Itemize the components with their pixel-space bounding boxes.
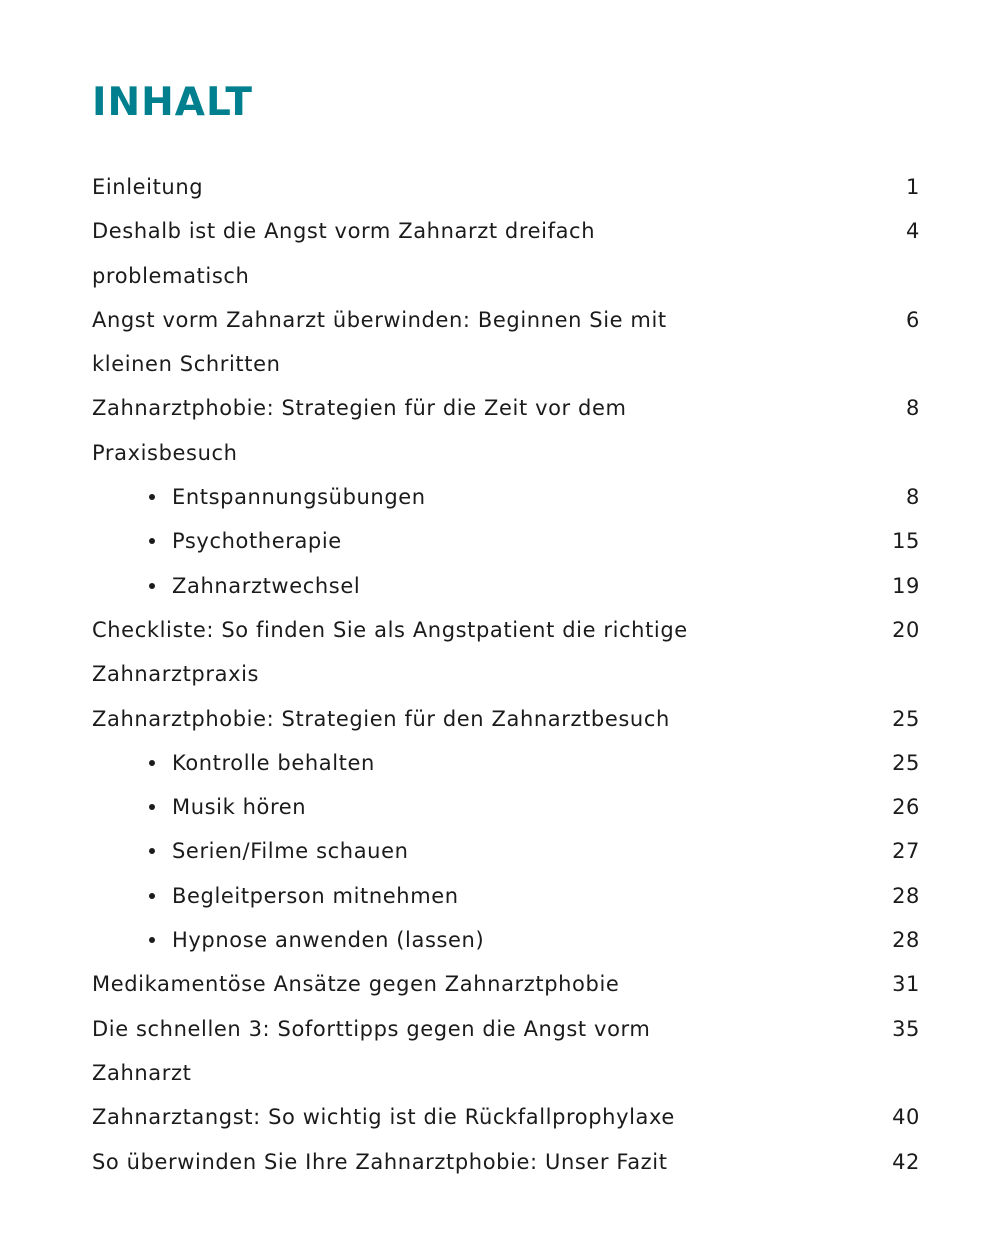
toc-entry-label [92,1140,752,1184]
toc-page-number: 25 [892,706,920,731]
toc-page-number: 1 [906,175,920,199]
toc-entry [92,1095,920,1139]
toc-page-number: 6 [906,307,920,332]
toc-entry-label [92,386,752,475]
bullet-icon [149,538,155,544]
toc-entry-text: Deshalb ist die Angst vorm Zahnarzt dreifach problematisch [92,219,596,288]
toc-entry [92,209,920,298]
toc-entry-text: Psychotherapie [172,529,342,554]
toc-page-number: 26 [892,795,920,820]
toc-page-number: 19 [892,573,920,598]
bullet-icon [149,804,155,810]
toc-entry [92,697,920,741]
toc-page-number: 31 [892,972,920,997]
toc-entry-label [92,1095,752,1139]
toc-entry-text: Zahnarztphobie: Strategien für die Zeit vor dem Praxisbesuch [92,396,627,465]
toc-entry-text: Die schnellen 3: Soforttipps gegen die Angst vorm Zahnarzt [92,1016,651,1085]
toc-entry-label [92,298,752,387]
toc-entry-label [92,608,752,697]
toc-entry [92,962,920,1006]
bullet-icon [149,760,155,766]
toc-entry-text: Checkliste: So finden Sie als Angstpatient die richtige Zahnarztpraxis [92,617,688,687]
toc-subentry [92,829,920,873]
toc-entry-text: Zahnarztwechsel [172,573,361,598]
toc-page-number: 8 [906,396,920,421]
toc-subentry [92,918,920,962]
toc-entry-label [92,564,752,608]
toc-entry-label [92,785,752,829]
toc-entry-label [92,519,752,563]
bullet-icon [149,893,155,899]
toc-entry-text: Kontrolle behalten [172,750,375,775]
toc-entry-text: Entspannungsübungen [172,485,426,510]
toc-entry-text: Hypnose anwenden (lassen) [172,928,485,953]
toc-heading: INHALT [92,80,253,125]
toc-page-number: 25 [892,750,920,775]
toc-entry [92,1007,920,1096]
toc-page-number: 20 [892,617,920,642]
toc-entry-text: Zahnarztphobie: Strategien für den Zahnarztbesuch [92,706,670,731]
toc-subentry [92,475,920,519]
toc-entry-text: So überwinden Sie Ihre Zahnarztphobie: Unser Fazit [92,1149,668,1174]
toc-entry-text: Serien/Filme schauen [172,839,409,864]
toc-page-number: 40 [892,1105,920,1130]
toc-entry-text: Begleitperson mitnehmen [172,883,459,908]
toc-entry-label [92,962,752,1006]
toc-entry [92,386,920,475]
toc-entry-text: Musik hören [172,795,307,820]
toc-entry [92,608,920,697]
toc-entry-label [92,165,752,209]
toc-entry [92,298,920,387]
toc-page-number: 4 [906,219,920,244]
toc-subentry [92,785,920,829]
table-of-contents [92,165,920,1184]
toc-entry-label [92,697,752,741]
toc-entry-text: Medikamentöse Ansätze gegen Zahnarztphobie [92,972,620,997]
toc-entry-label [92,741,752,785]
bullet-icon [149,494,155,500]
bullet-icon [149,583,155,589]
toc-subentry [92,519,920,563]
toc-page-number: 27 [892,839,920,864]
toc-entry-label [92,829,752,873]
toc-page-number: 15 [892,529,920,554]
toc-page-number: 42 [892,1149,920,1174]
toc-entry-label [92,918,752,962]
toc-entry-text: Angst vorm Zahnarzt überwinden: Beginnen Sie mit kleinen Schritten [92,307,667,377]
bullet-icon [149,848,155,854]
toc-entry-text: Zahnarztangst: So wichtig ist die Rückfallprophylaxe [92,1105,675,1130]
toc-entry [92,1140,920,1184]
toc-entry-text: Einleitung [92,175,204,199]
toc-page-number: 28 [892,883,920,908]
toc-entry [92,165,920,209]
toc-entry-label [92,475,752,519]
bullet-icon [149,937,155,943]
toc-subentry [92,564,920,608]
toc-page-number: 35 [892,1016,920,1041]
toc-entry-label [92,209,752,298]
toc-entry-label [92,874,752,918]
toc-page-number: 8 [906,485,920,510]
toc-subentry [92,741,920,785]
toc-page-number: 28 [892,928,920,953]
toc-subentry [92,874,920,918]
toc-entry-label [92,1007,752,1096]
